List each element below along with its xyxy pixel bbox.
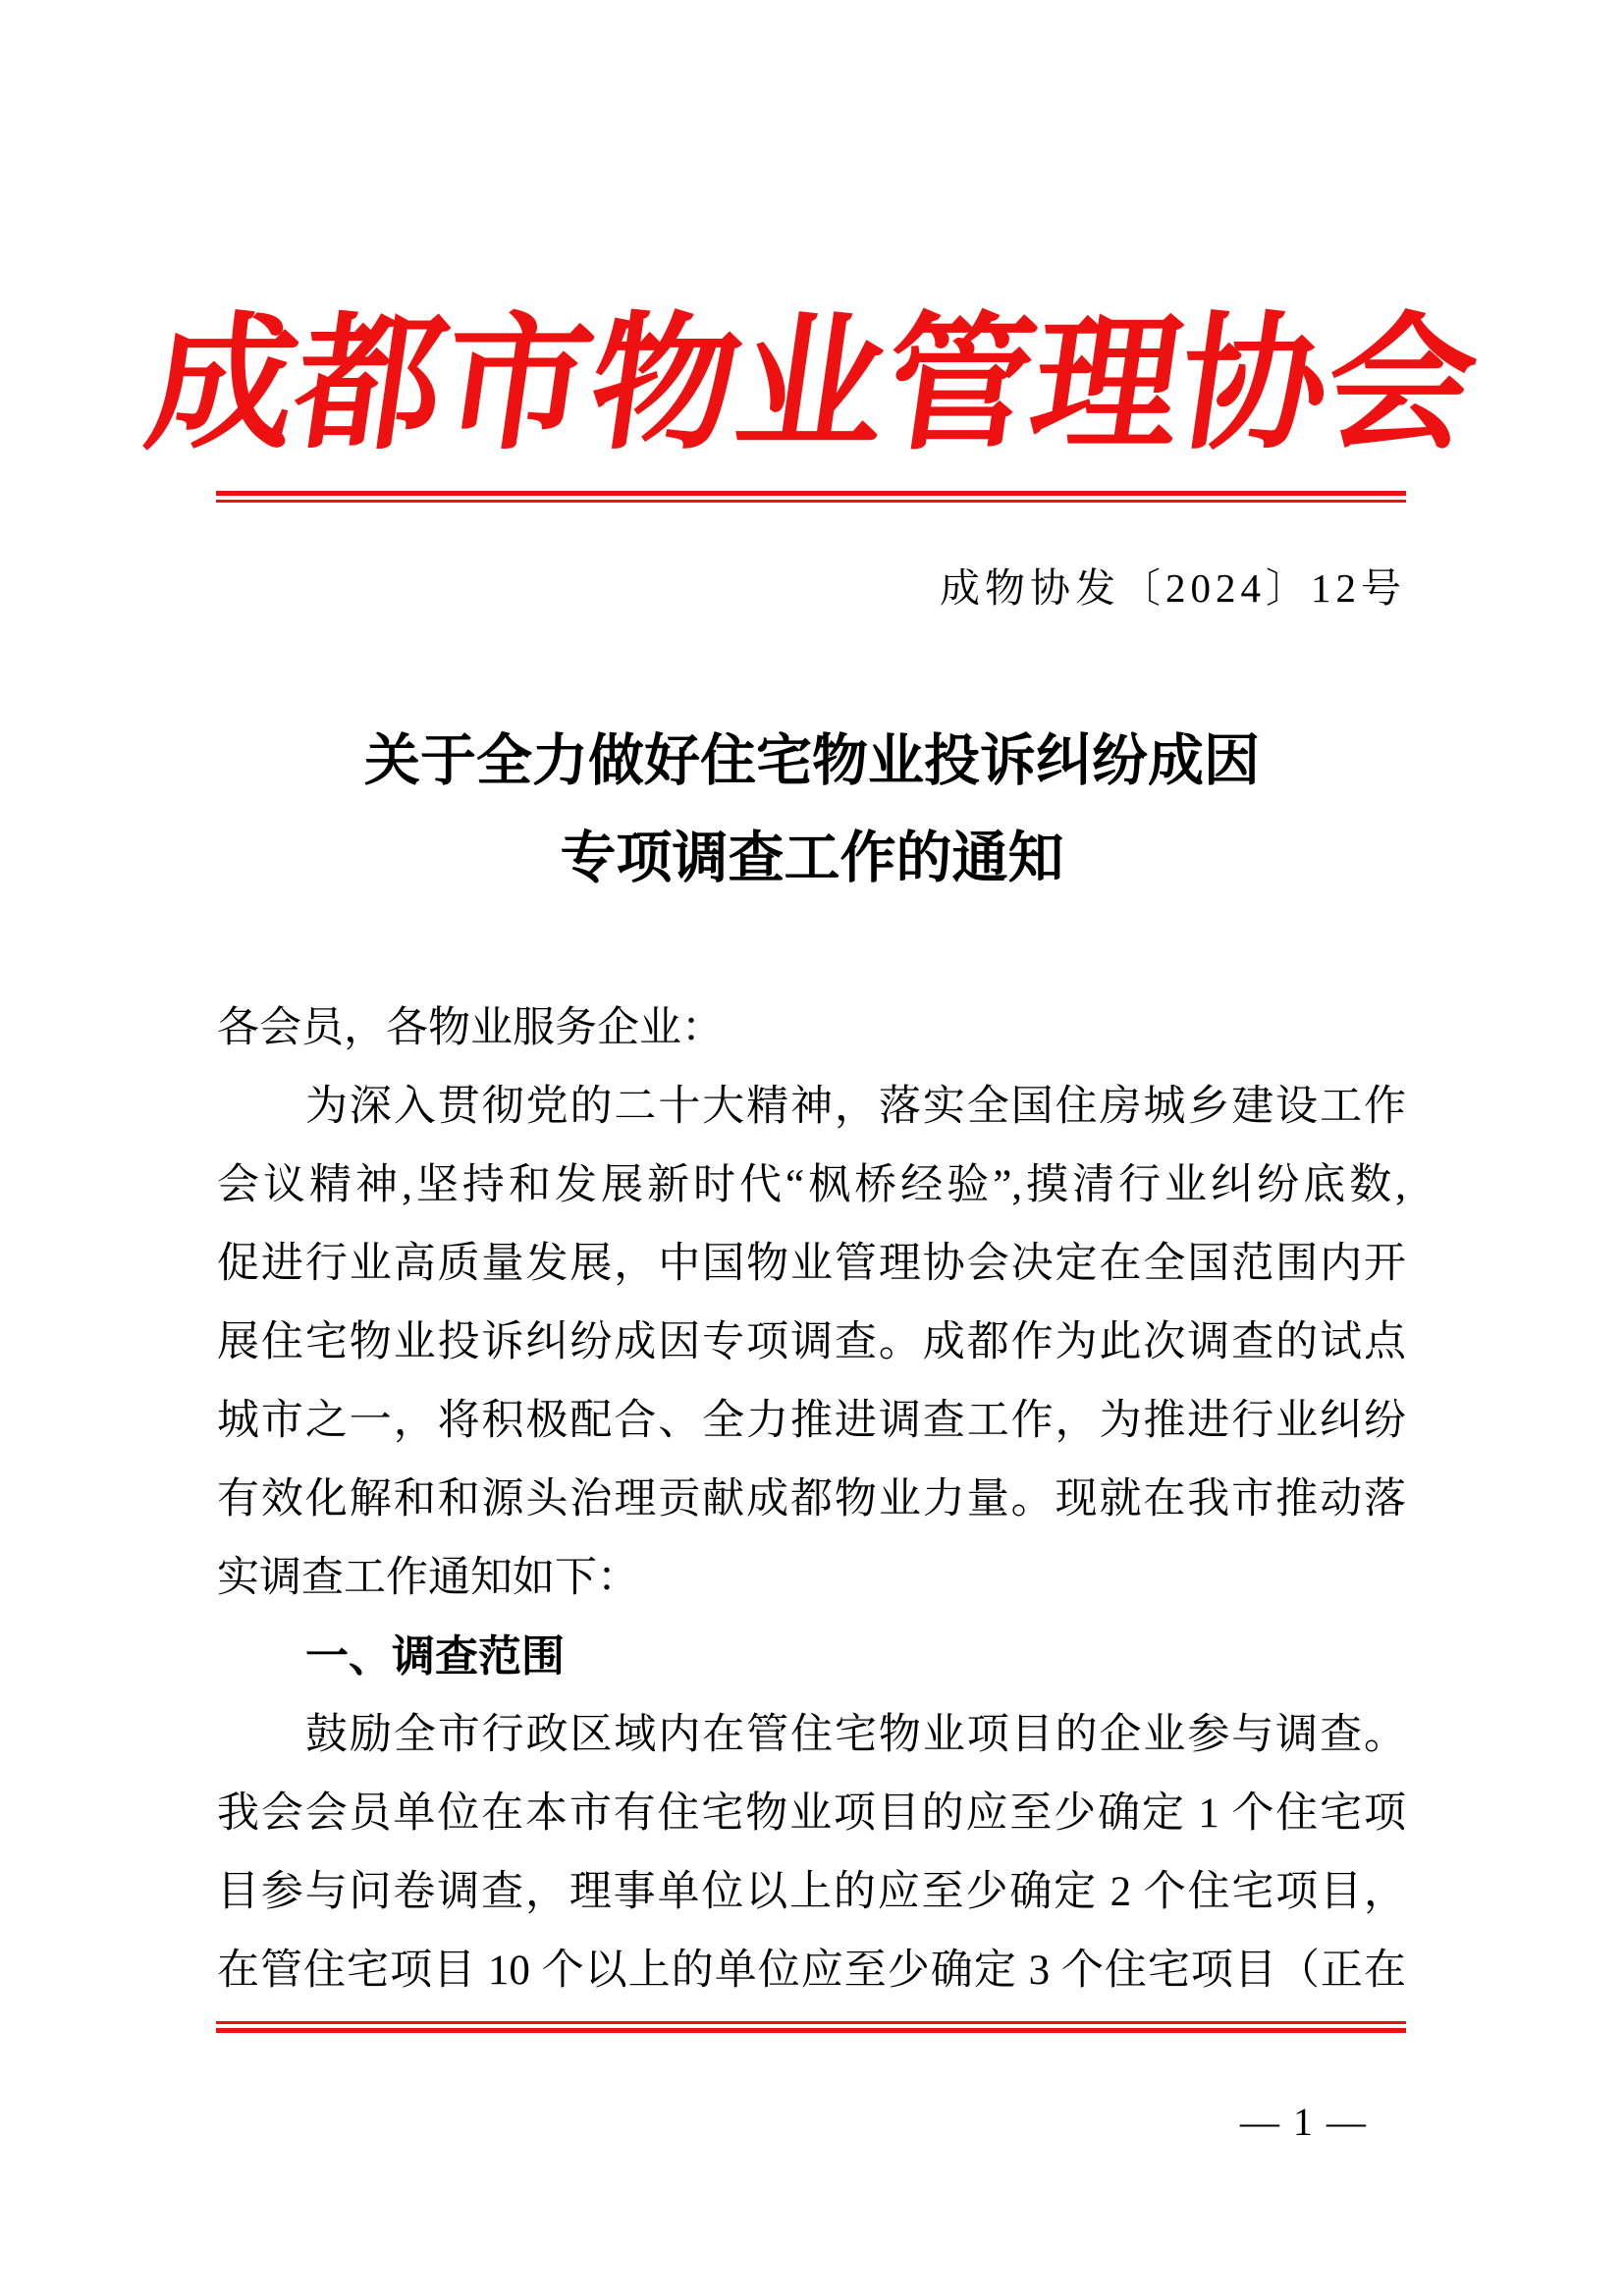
document-number: 成物协发〔2024〕12号 [940, 565, 1406, 611]
header-double-rule [216, 491, 1406, 503]
body-text [217, 989, 1406, 2010]
page-number: — 1 — [1240, 2100, 1368, 2144]
body-line: 城市之一，将积极配合、全力推进调查工作，为推进行业纠纷 [217, 1398, 1406, 1444]
body-line: 我会会员单位在本市有住宅物业项目的应至少确定 1 个住宅项 [217, 1790, 1406, 1837]
notice-title-line-2: 专项调查工作的通知 [560, 828, 1064, 889]
body-line: 在管住宅项目 10 个以上的单位应至少确定 3 个住宅项目（正在 [217, 1948, 1406, 1994]
section-heading: 一、调查范围 [305, 1632, 565, 1681]
salutation-line: 各会员，各物业服务企业： [217, 1005, 724, 1051]
body-line: 促进行业高质量发展，中国物业管理协会决定在全国范围内开 [217, 1241, 1406, 1287]
notice-title [0, 713, 1624, 907]
body-line: 为深入贯彻党的二十大精神，落实全国住房城乡建设工作 [305, 1084, 1406, 1130]
body-line: 实调查工作通知如下： [217, 1555, 639, 1601]
body-line: 会议精神,坚持和发展新时代“枫桥经验”,摸清行业纠纷底数, [217, 1162, 1406, 1208]
header-rule-thin [216, 500, 1406, 503]
notice-title-line-1: 关于全力做好住宅物业投诉纠纷成因 [364, 730, 1260, 792]
body-line: 有效化解和和源头治理贡献成都物业力量。现就在我市推动落 [217, 1476, 1406, 1522]
footer-double-rule [216, 2021, 1406, 2033]
body-line: 目参与问卷调查，理事单位以上的应至少确定 2 个住宅项目， [217, 1869, 1406, 1915]
footer-rule-thick [216, 2028, 1406, 2033]
issuer-masthead: 成都市物业管理协会 [137, 304, 1487, 467]
body-line: 鼓励全市行政区域内在管住宅物业项目的企业参与调查。 [305, 1712, 1406, 1758]
body-line: 展住宅物业投诉纠纷成因专项调查。成都作为此次调查的试点 [217, 1319, 1406, 1365]
